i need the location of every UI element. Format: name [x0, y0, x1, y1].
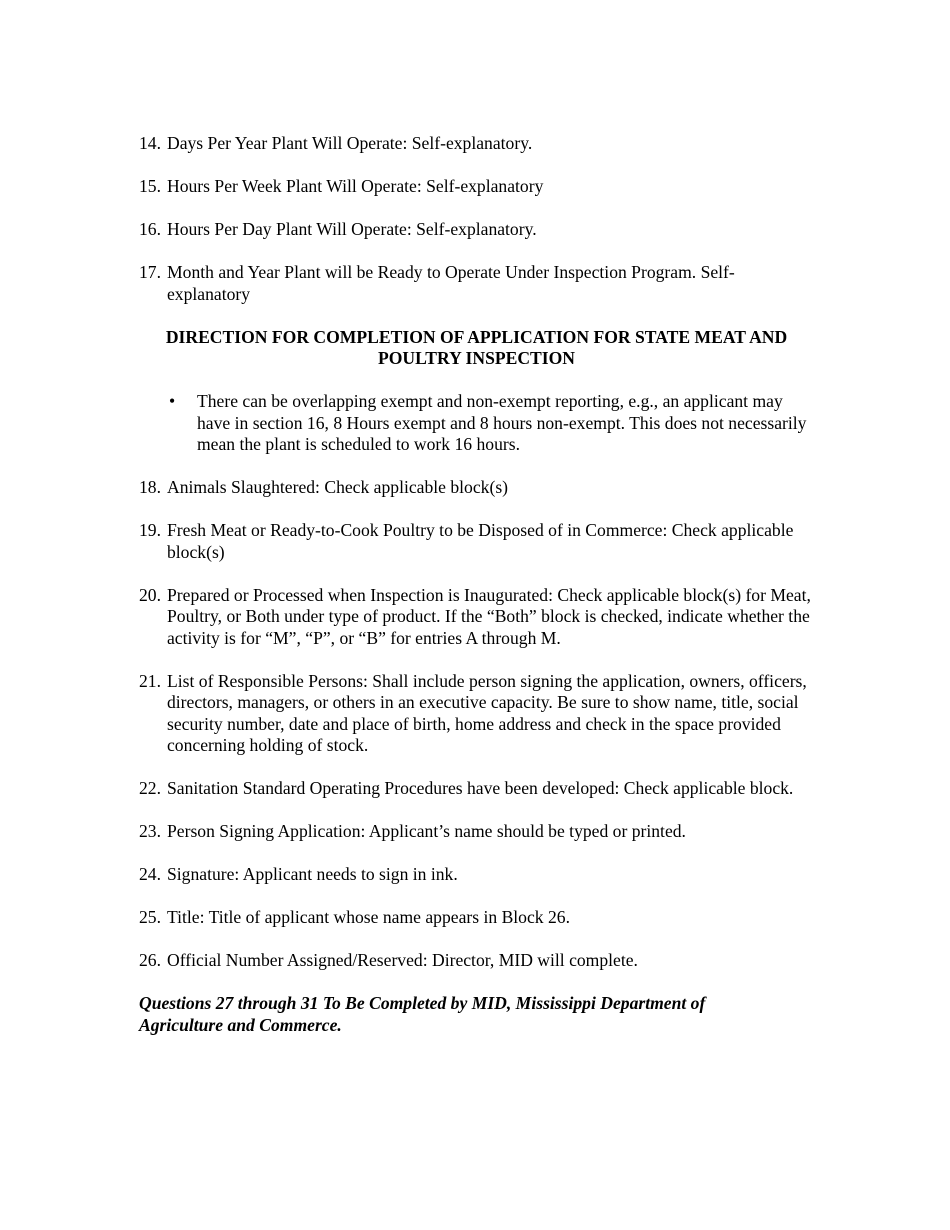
closing-note: Questions 27 through 31 To Be Completed by MID, Mississippi Department of Agriculture and Commerce. — [139, 993, 706, 1035]
item-text: Month and Year Plant will be Ready to Operate Under Inspection Program. Self-explanatory — [167, 262, 735, 304]
item-text: Person Signing Application: Applicant’s name should be typed or printed. — [167, 821, 686, 841]
instruction-item-25 — [139, 907, 814, 929]
instruction-item-21 — [139, 671, 814, 757]
item-text: List of Responsible Persons: Shall include person signing the application, owners, officers, directors, managers, or others in an executive capacity. Be sure to show name, title, social security number, date and place of birth, home address and check in the space provided concerning holding of stock. — [167, 670, 807, 755]
item-number: 18. — [139, 477, 161, 497]
item-number: 22. — [139, 778, 161, 798]
item-number: 14. — [139, 133, 161, 153]
instruction-item-22 — [139, 778, 814, 800]
item-number: 23. — [139, 821, 161, 841]
instruction-item-14 — [139, 133, 814, 155]
bullet-note — [139, 391, 814, 456]
instruction-item-20 — [139, 585, 814, 650]
item-number: 17. — [139, 262, 161, 282]
item-text: Official Number Assigned/Reserved: Director, MID will complete. — [167, 950, 638, 970]
instruction-item-23 — [139, 821, 814, 843]
item-text: Signature: Applicant needs to sign in ink. — [167, 864, 458, 884]
item-number: 15. — [139, 176, 161, 196]
item-text: Animals Slaughtered: Check applicable block(s) — [167, 477, 509, 497]
instruction-item-18 — [139, 477, 814, 499]
item-text: Hours Per Day Plant Will Operate: Self-explanatory. — [167, 219, 537, 239]
bullet-text: There can be overlapping exempt and non-exempt reporting, e.g., an applicant may have in section 16, 8 Hours exempt and 8 hours non-exempt. This does not necessarily mean the plant is scheduled to work 16 hours. — [197, 391, 807, 454]
section-heading: DIRECTION FOR COMPLETION OF APPLICATION FOR STATE MEAT AND POULTRY INSPECTION — [165, 326, 788, 368]
instruction-item-16 — [139, 219, 814, 241]
item-text: Hours Per Week Plant Will Operate: Self-explanatory — [167, 176, 544, 196]
instruction-item-15 — [139, 176, 814, 198]
document-page — [139, 133, 814, 1036]
item-number: 26. — [139, 950, 161, 970]
item-number: 16. — [139, 219, 161, 239]
instruction-item-17 — [139, 262, 814, 305]
item-text: Fresh Meat or Ready-to-Cook Poultry to be Disposed of in Commerce: Check applicable block(s) — [167, 520, 794, 562]
item-text: Sanitation Standard Operating Procedures have been developed: Check applicable block. — [167, 778, 794, 798]
item-number: 19. — [139, 520, 161, 540]
instruction-item-24 — [139, 864, 814, 886]
item-text: Prepared or Processed when Inspection is Inaugurated: Check applicable block(s) for Meat, Poultry, or Both under type of product. If the “Both” block is checked, indicate whether the activity is for “M”, “P”, or “B” for entries A through M. — [167, 584, 811, 648]
item-number: 20. — [139, 584, 161, 605]
instruction-item-26 — [139, 950, 814, 972]
item-number: 24. — [139, 864, 161, 884]
item-number: 25. — [139, 907, 161, 927]
item-number: 21. — [139, 670, 161, 691]
bullet-icon: • — [169, 391, 176, 411]
instruction-item-19 — [139, 520, 814, 563]
item-text: Title: Title of applicant whose name appears in Block 26. — [167, 907, 570, 927]
item-text: Days Per Year Plant Will Operate: Self-explanatory. — [167, 133, 533, 153]
